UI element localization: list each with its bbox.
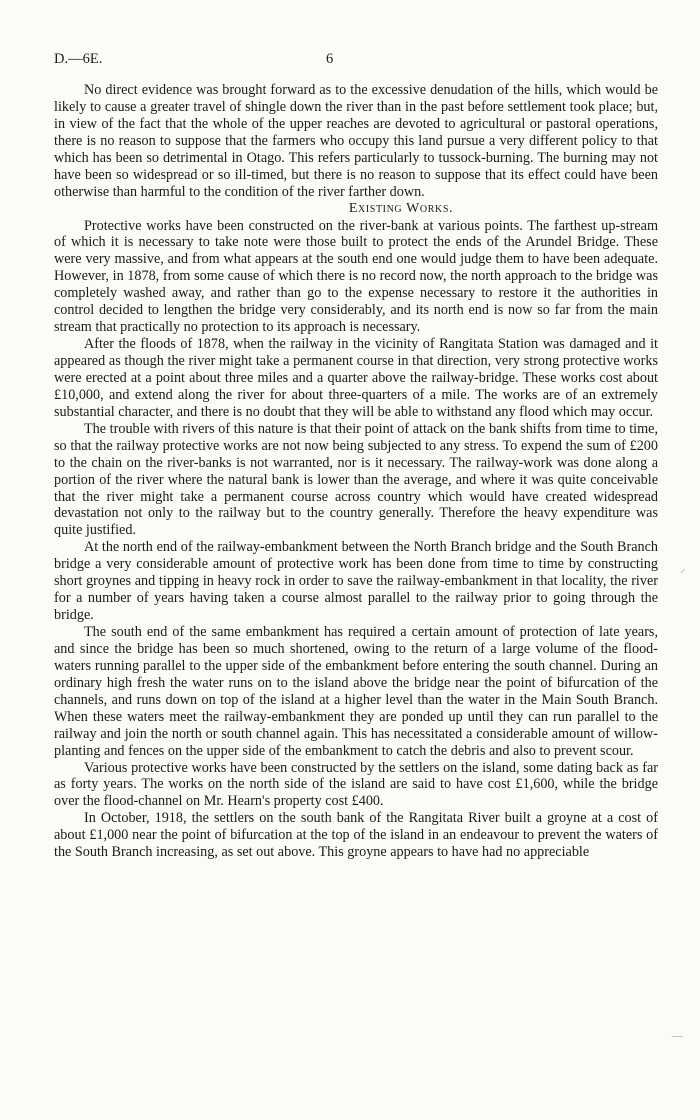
page-header bbox=[54, 51, 648, 71]
document-reference: D.—6E. bbox=[54, 51, 103, 67]
margin-mark: — bbox=[672, 1030, 683, 1042]
paragraph: Various protective works have been constructed by the settlers on the island, some dating back as far as forty years. The works on the north side of the island are said to have cost £1,600, while the bridge over the flood-channel on Mr. Hearn's property cost £400. bbox=[54, 759, 658, 810]
paragraph: The south end of the same embankment has required a certain amount of protection of late years, and since the bridge has been so much shortened, owing to the return of a large volume of the flood-waters running parallel to the upper side of the embankment before entering the south channel. During an ordinary high fresh the water runs on to the island above the bridge near the point of bifurcation of the channels, and runs down on top of the island at a higher level than the water in the Main South Branch. When these waters meet the railway-embankment they are ponded up until they can run parallel to the railway and join the north or south channel again. This has necessitated a considerable amount of willow-planting and fences on the upper side of the embankment to catch the debris and also to prevent scour. bbox=[54, 624, 658, 759]
document-body bbox=[54, 82, 658, 861]
section-heading bbox=[54, 201, 658, 218]
section-heading-text: Existing Works. bbox=[348, 200, 454, 216]
paragraph: The trouble with rivers of this nature is that their point of attack on the bank shifts from time to time, so that the railway protective works are not now being subjected to any stress. To expend the sum of £200 to the chain on the river-banks is not warranted, nor is it necessary. The railway-work was done along a portion of the river where the natural bank is lower than the average, and where it was quite conceivable that the river might take a permanent course across country which would have created widespread devastation not only to the railway but to the country generally. Therefore the heavy expenditure was quite justified. bbox=[54, 420, 658, 539]
paragraph: No direct evidence was brought forward as to the excessive denudation of the hills, which would be likely to cause a greater travel of shingle down the river than in the past before settlement took place; but, in view of the fact that the whole of the upper reaches are devoted to agricultural or pastoral operations, there is no reason to suppose that the farmers who occupy this land pursue a very different policy to that which has been so detrimental in Otago. This refers particularly to tussock-burning. The burning may not have been so widespread or so ill-timed, but there is no reason to suppose that its effect could have been otherwise than harmful to the condition of the river farther down. bbox=[54, 82, 658, 200]
paragraph: Protective works have been constructed on the river-bank at various points. The farthest up-stream of which it is necessary to take note were those built to protect the ends of the Arundel Bridge. These were very massive, and from what appears at the south end one would judge them to have been adequate. However, in 1878, from some cause of which there is no record now, the north approach to the bridge was completely washed away, and rather than go to the expense necessary to restore it the authorities in control decided to lengthen the bridge very considerably, and its north end is now so far from the main stream that practically no protection to its approach is necessary. bbox=[54, 217, 658, 336]
paragraph: At the north end of the railway-embankment between the North Branch bridge and the South Branch bridge a very considerable amount of protective work has been done from time to time by constructing short groynes and tipping in heavy rock in order to save the railway-embankment in that locality, the river for a number of years having taken a course almost parallel to the railway prior to going through the bridge. bbox=[54, 539, 658, 624]
paragraph: After the floods of 1878, when the railway in the vicinity of Rangitata Station was damaged and it appeared as though the river might take a permanent course in that direction, very strong protective works were erected at a point about three miles and a quarter above the railway-bridge. These works cost about £10,000, and extend along the river for about three-quarters of a mile. The works are of an extremely substantial character, and there is no doubt that they will be able to withstand any flood which may occur. bbox=[54, 336, 658, 420]
page-number: 6 bbox=[326, 51, 334, 67]
paragraph: In October, 1918, the settlers on the south bank of the Rangitata River built a groyne at a cost of about £1,000 near the point of bifurcation at the top of the island in an endeavour to prevent the waters of the South Branch increasing, as set out above. This groyne appears to have had no appreciable bbox=[54, 810, 658, 861]
margin-mark: ⸍ bbox=[680, 568, 686, 580]
